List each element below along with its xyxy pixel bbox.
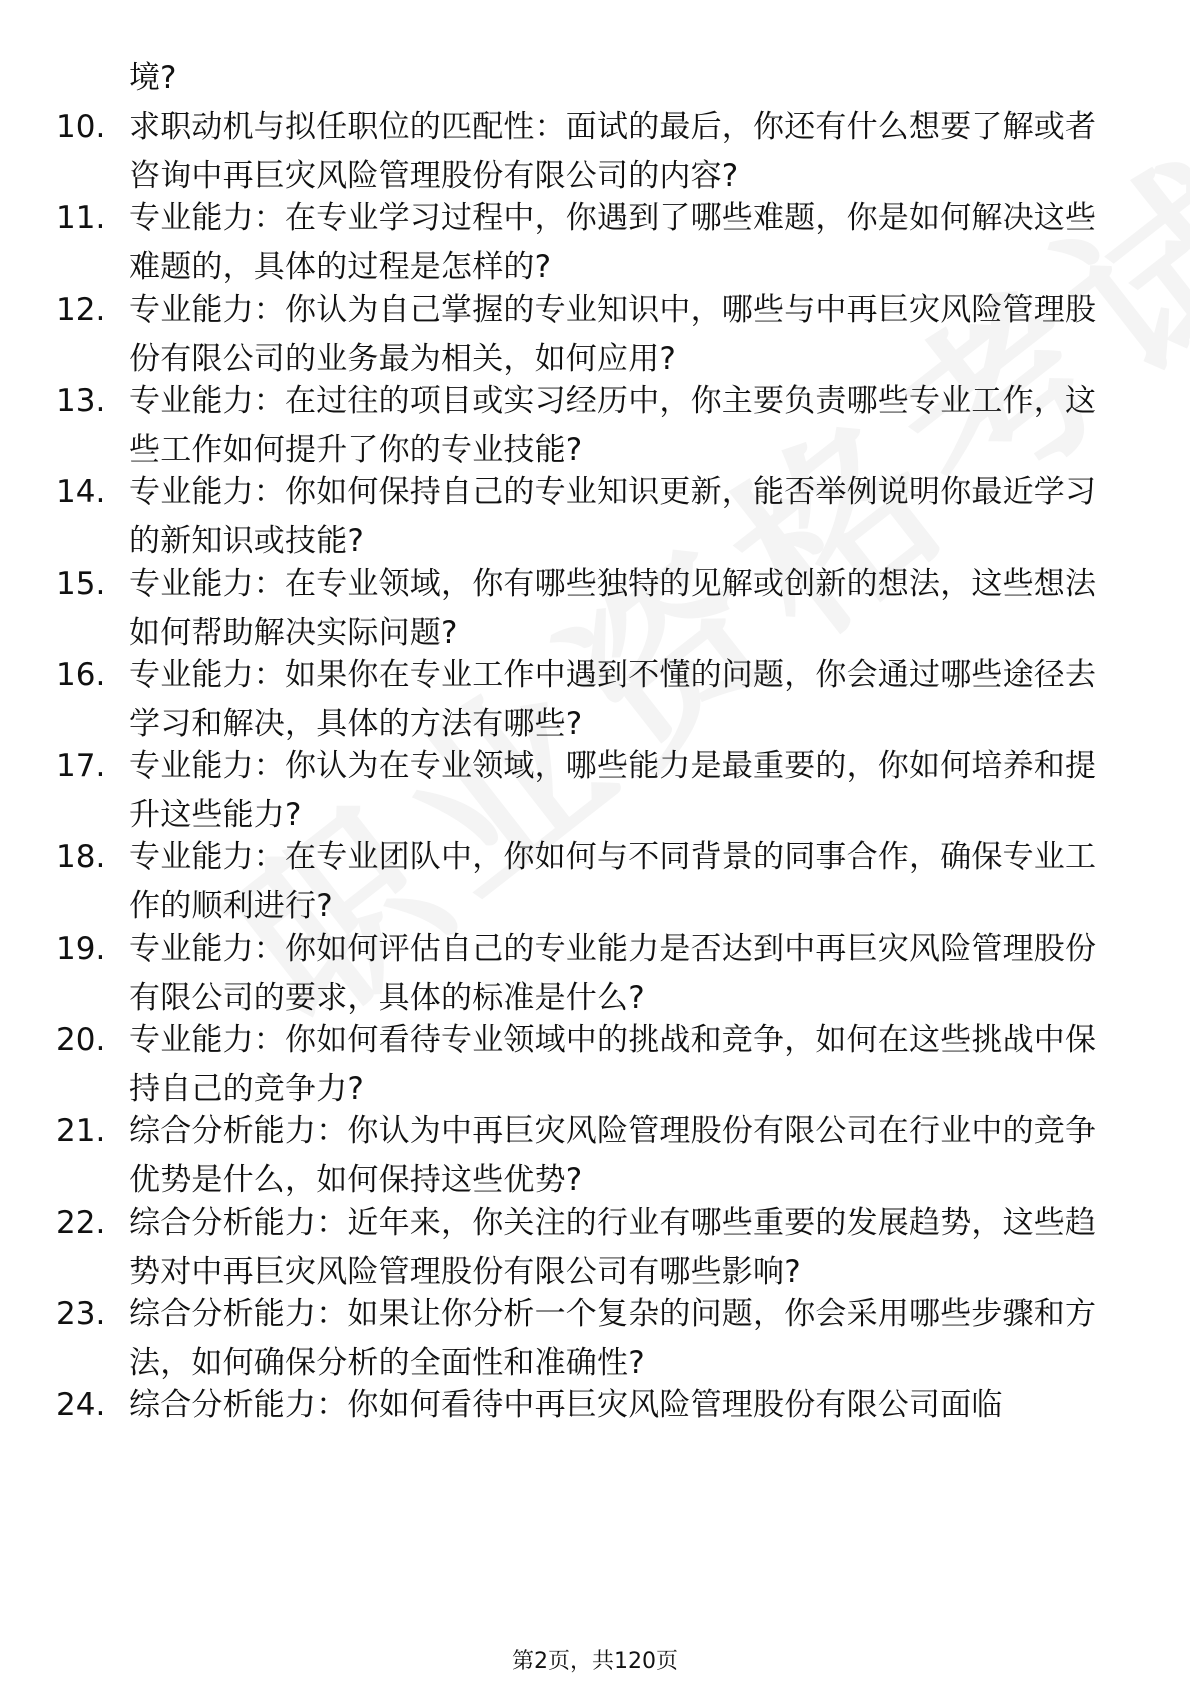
question-text: 专业能力：你如何保持自己的专业知识更新，能否举例说明你最近学习的新知识或技能? (129, 474, 1097, 560)
question-number: 10. (56, 109, 106, 145)
question-text: 综合分析能力：你认为中再巨灾风险管理股份有限公司在行业中的竞争优势是什么，如何保持这些优势? (129, 1113, 1097, 1199)
continuation-line: 境? (129, 60, 177, 96)
question-text: 综合分析能力：如果让你分析一个复杂的问题，你会采用哪些步骤和方法，如何确保分析的全面性和准确性? (129, 1295, 1097, 1381)
question-text: 综合分析能力：近年来，你关注的行业有哪些重要的发展趋势，这些趋势对中再巨灾风险管理股份有限公司有哪些影响? (129, 1204, 1097, 1290)
question-number: 13. (56, 382, 106, 419)
question-text: 综合分析能力：你如何看待中再巨灾风险管理股份有限公司面临 (129, 1387, 1003, 1424)
question-text: 专业能力：如果你在专业工作中遇到不懂的问题，你会通过哪些途径去学习和解决，具体的方法有哪些? (129, 656, 1097, 742)
question-text: 专业能力：在专业领域，你有哪些独特的见解或创新的想法，这些想法如何帮助解决实际问题? (129, 565, 1097, 651)
question-text: 专业能力：在过往的项目或实习经历中，你主要负责哪些专业工作，这些工作如何提升了你的专业技能? (129, 382, 1097, 468)
question-text: 专业能力：你认为自己掌握的专业知识中，哪些与中再巨灾风险管理股份有限公司的业务最为相关，如何应用? (129, 291, 1097, 377)
question-text: 专业能力：你如何看待专业领域中的挑战和竞争，如何在这些挑战中保持自己的竞争力? (129, 1022, 1097, 1107)
question-number: 16. (56, 656, 106, 693)
question-number: 21. (56, 1113, 106, 1150)
question-text: 求职动机与拟任职位的匹配性：面试的最后，你还有什么想要了解或者咨询中再巨灾风险管理股份有限公司的内容? (129, 109, 1097, 194)
question-number: 20. (56, 1022, 106, 1058)
question-text: 专业能力：你认为在专业领域，哪些能力是最重要的，你如何培养和提升这些能力? (129, 748, 1097, 834)
question-number: 11. (56, 200, 106, 237)
question-number: 24. (56, 1387, 106, 1424)
question-number: 17. (56, 748, 106, 785)
question-number: 14. (56, 474, 106, 511)
question-number: 18. (56, 839, 106, 876)
question-text: 专业能力：你如何评估自己的专业能力是否达到中再巨灾风险管理股份有限公司的要求，具体的标准是什么? (129, 930, 1097, 1016)
question-number: 22. (56, 1204, 106, 1241)
page-footer: 第2页，共120页 (512, 1649, 678, 1674)
question-text: 专业能力：在专业团队中，你如何与不同背景的同事合作，确保专业工作的顺利进行? (129, 839, 1097, 925)
question-number: 23. (56, 1295, 106, 1332)
question-text: 专业能力：在专业学习过程中，你遇到了哪些难题，你是如何解决这些难题的，具体的过程是怎样的? (129, 200, 1097, 286)
question-number: 15. (56, 565, 106, 602)
question-number: 19. (56, 930, 106, 967)
question-number: 12. (56, 291, 106, 328)
